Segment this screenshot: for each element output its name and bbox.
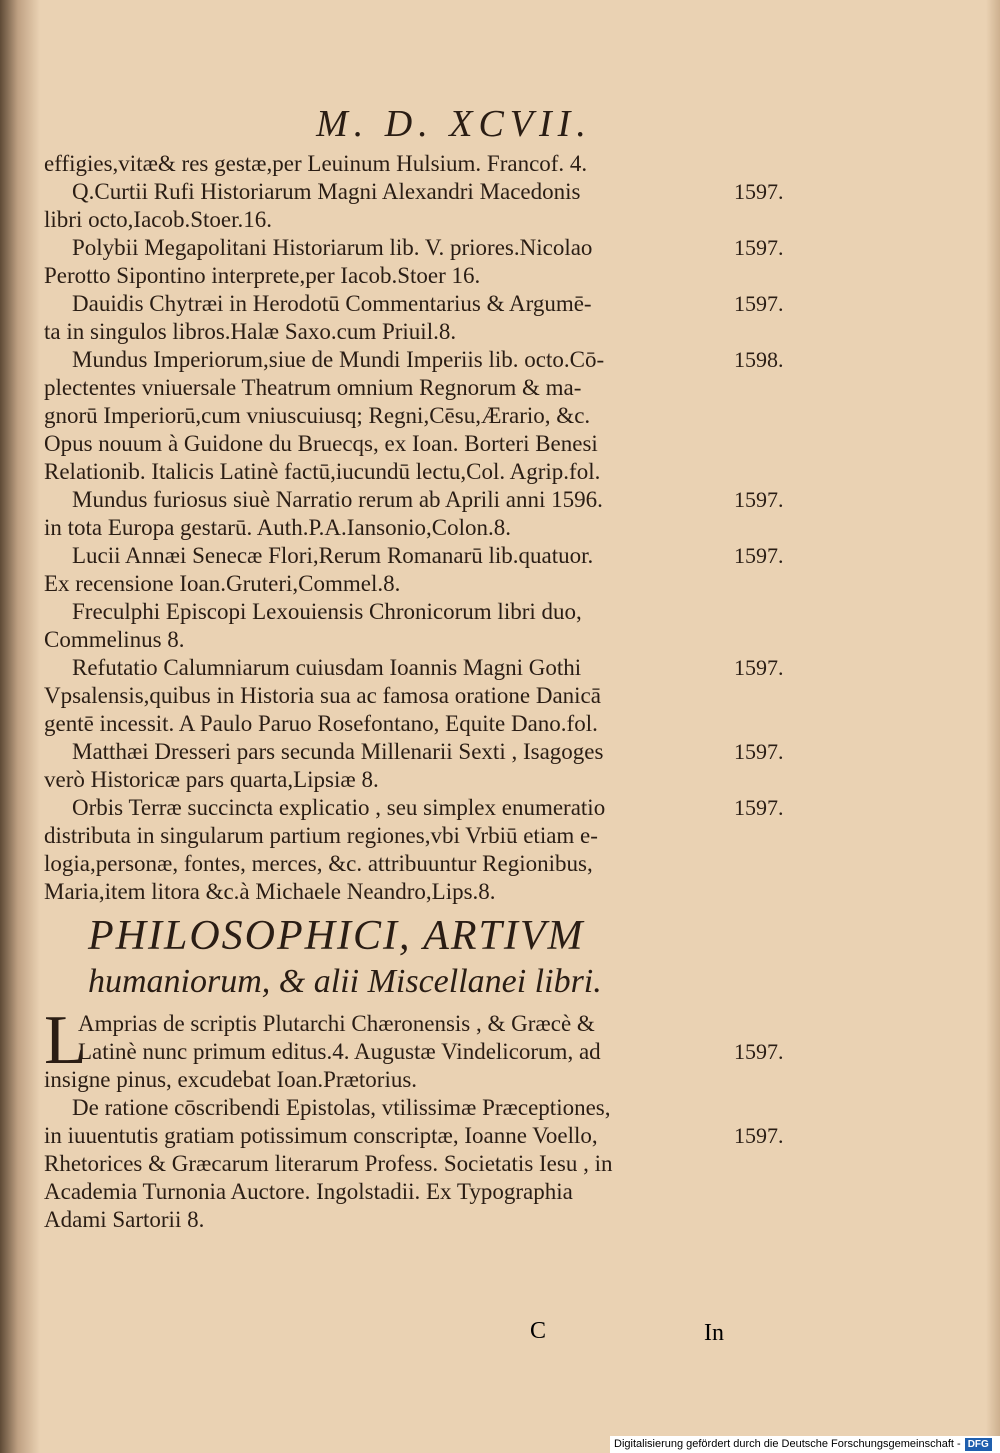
line-text: Opus nouum à Guidone du Bruecqs, ex Ioan. Borteri Benesi [44, 431, 598, 456]
text-line [44, 682, 824, 710]
line-text: Q.Curtii Rufi Historiarum Magni Alexandri Macedonis [72, 179, 581, 204]
line-text: Rhetorices & Græcarum literarum Profess. Societatis Iesu , in [44, 1151, 613, 1176]
line-text: ta in singulos libros.Halæ Saxo.cum Priuil.8. [44, 319, 457, 344]
gutter-shadow [0, 0, 40, 1453]
text-line [44, 206, 824, 234]
line-text: Lucii Annæi Senecæ Flori,Rerum Romanarū lib.quatuor. [72, 543, 594, 568]
text-line [44, 542, 824, 570]
line-text: De ratione cōscribendi Epistolas, vtilissimæ Præceptiones, [72, 1095, 611, 1120]
line-text: Polybii Megapolitani Historiarum lib. V. priores.Nicolao [72, 235, 593, 260]
text-line [44, 1122, 824, 1150]
line-text: distributa in singularum partium regiones,vbi Vrbiū etiam e- [44, 823, 598, 848]
page-edge [986, 0, 1000, 1453]
line-text: Ex recensione Ioan.Gruteri,Commel.8. [44, 571, 401, 596]
line-text: Orbis Terræ succincta explicatio , seu simplex enumeratio [72, 795, 606, 820]
section-title-line1: PHILOSOPHICI, ARTIVM [88, 913, 585, 959]
text-line [44, 486, 824, 514]
text-line [44, 430, 824, 458]
signature-mark: C [530, 1318, 547, 1344]
text-line [44, 458, 824, 486]
line-text: Commelinus 8. [44, 627, 185, 652]
margin-year: 1597. [734, 487, 784, 512]
line-text: in iuuentutis gratiam potissimum conscriptæ, Ioanne Voello, [44, 1123, 598, 1148]
margin-year: 1597. [734, 543, 784, 568]
line-text: logia,personæ, fontes, merces, &c. attribuuntur Regionibus, [44, 851, 593, 876]
margin-year: 1597. [734, 1123, 784, 1148]
catchword: In [704, 1320, 724, 1346]
text-line [44, 318, 824, 346]
margin-year: 1597. [734, 795, 784, 820]
text-line [44, 346, 824, 374]
line-text: plectentes vniuersale Theatrum omnium Regnorum & ma- [44, 375, 582, 400]
line-text: Mundus Imperiorum,siue de Mundi Imperiis lib. octo.Cō- [72, 347, 605, 372]
line-text: Mundus furiosus siuè Narratio rerum ab Aprili anni 1596. [72, 487, 603, 512]
line-text: Maria,item litora &c.à Michaele Neandro,Lips.8. [44, 879, 496, 904]
line-text: in tota Europa gestarū. Auth.P.A.Iansonio,Colon.8. [44, 515, 511, 540]
text-line [44, 1150, 824, 1178]
text-line [44, 1066, 824, 1094]
text-line [44, 738, 824, 766]
text-line [44, 1206, 824, 1234]
text-line [44, 514, 824, 542]
margin-year: 1597. [734, 739, 784, 764]
line-text: Adami Sartorii 8. [44, 1207, 205, 1232]
text-line [44, 178, 824, 206]
text-line [44, 234, 824, 262]
line-text: libri octo,Iacob.Stoer.16. [44, 207, 273, 232]
line-text: Amprias de scriptis Plutarchi Chæronensis , & Græcè & [78, 1011, 595, 1036]
margin-year: 1597. [734, 655, 784, 680]
text-line [44, 794, 824, 822]
text-line [44, 1094, 824, 1122]
text-line [44, 878, 824, 906]
line-text: Matthæi Dresseri pars secunda Millenarii Sexti , Isagoges [72, 739, 604, 764]
margin-year: 1597. [734, 1039, 784, 1064]
digitization-credit [610, 1436, 1000, 1453]
dfg-logo-icon: DFG [965, 1438, 992, 1451]
drop-cap: L [44, 1002, 87, 1079]
text-line [44, 654, 824, 682]
margin-year: 1597. [734, 179, 784, 204]
line-text: Freculphi Episcopi Lexouiensis Chronicorum libri duo, [72, 599, 582, 624]
text-block [44, 100, 824, 1234]
text-line [44, 402, 824, 430]
text-line [44, 262, 824, 290]
line-text: gnorū Imperiorū,cum vniuscuiusq; Regni,Cēsu,Ærario, &c. [44, 403, 591, 428]
credit-text: Digitalisierung gefördert durch die Deutsche Forschungsgemeinschaft - [614, 1438, 961, 1450]
text-line [44, 150, 824, 178]
text-line [44, 766, 824, 794]
margin-year: 1597. [734, 235, 784, 260]
line-text: verò Historicæ pars quarta,Lipsiæ 8. [44, 767, 379, 792]
margin-year: 1597. [734, 291, 784, 316]
running-header: M. D. XCVII. [316, 103, 592, 145]
margin-year: 1598. [734, 347, 784, 372]
text-line [44, 374, 824, 402]
line-text: Dauidis Chytræi in Herodotū Commentarius & Argumē- [72, 291, 592, 316]
line-text: Relationib. Italicis Latinè factū,iucundū lectu,Col. Agrip.fol. [44, 459, 601, 484]
text-line [44, 1010, 824, 1038]
text-line [44, 626, 824, 654]
line-text: effigies,vitæ& res gestæ,per Leuinum Hulsium. Francof. 4. [44, 151, 588, 176]
text-line [44, 1178, 824, 1206]
text-line [44, 598, 824, 626]
text-line [44, 850, 824, 878]
line-text: Vpsalensis,quibus in Historia sua ac famosa oratione Danicā [44, 683, 601, 708]
text-line [44, 710, 824, 738]
line-text: Academia Turnonia Auctore. Ingolstadii. Ex Typographia [44, 1179, 573, 1204]
entries-philosophici [44, 1002, 824, 1234]
line-text: Perotto Sipontino interprete,per Iacob.Stoer 16. [44, 263, 481, 288]
text-line [44, 290, 824, 318]
text-line [44, 822, 824, 850]
entries-history [44, 150, 824, 906]
text-line [44, 570, 824, 598]
line-text: insigne pinus, excudebat Ioan.Prætorius. [44, 1067, 418, 1092]
section-title-line2: humaniorum, & alii Miscellanei libri. [88, 963, 602, 1000]
line-text: Latinè nunc primum editus.4. Augustæ Vindelicorum, ad [78, 1039, 601, 1064]
text-line [44, 1038, 824, 1066]
line-text: gentē incessit. A Paulo Paruo Rosefontano, Equite Dano.fol. [44, 711, 598, 736]
line-text: Refutatio Calumniarum cuiusdam Ioannis Magni Gothi [72, 655, 582, 680]
page-footer [0, 1318, 1000, 1358]
